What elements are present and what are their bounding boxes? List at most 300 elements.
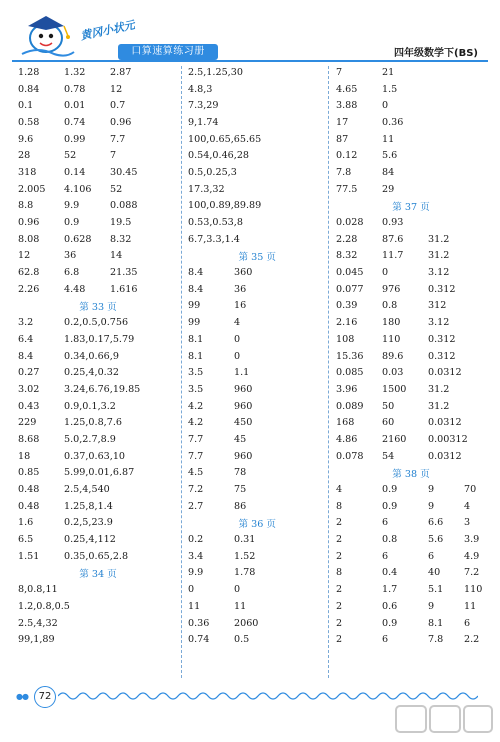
answer-cell: 75 [234, 484, 247, 496]
answer-cell: 18 [18, 450, 31, 462]
answer-cell: 62.8 [18, 267, 40, 279]
answer-cell: 0.6 [382, 600, 398, 612]
answer-row [18, 64, 178, 81]
section-heading-35: 第 35 页 [238, 251, 276, 263]
answer-row [188, 565, 326, 582]
answer-cell: 31.2 [428, 400, 450, 412]
answer-row [18, 481, 178, 498]
answer-row [188, 264, 326, 281]
answer-cell: 108 [336, 333, 355, 345]
answers-column-2 [188, 64, 326, 648]
answer-cell: 1.6 [18, 517, 34, 529]
answer-cell: 31.2 [428, 233, 450, 245]
answer-cell: 6 [464, 617, 471, 629]
answer-cell: 360 [234, 267, 253, 279]
answer-cell: 4 [234, 317, 241, 329]
answer-row [336, 364, 486, 381]
answer-cell: 99 [188, 317, 201, 329]
answer-cell: 5.1 [428, 584, 444, 596]
answer-row [188, 581, 326, 598]
answer-row [18, 348, 178, 365]
answer-row [336, 231, 486, 248]
answer-cell: 14 [110, 250, 123, 262]
answer-cell: 7.3,29 [188, 100, 219, 112]
answer-cell: 6.6 [428, 517, 444, 529]
answer-cell: 2.5,1.25,30 [188, 66, 243, 78]
answer-cell: 2.28 [336, 233, 358, 245]
answer-cell: 0.25,4,0.32 [64, 367, 119, 379]
answer-cell: 318 [18, 166, 37, 178]
answer-cell: 0.5,0.25,3 [188, 166, 237, 178]
answer-cell: 0 [234, 333, 241, 345]
answer-cell: 0.58 [18, 116, 40, 128]
answer-row [188, 448, 326, 465]
answer-cell: 5.0,2.7,8.9 [64, 433, 116, 445]
answer-row [336, 598, 486, 615]
answer-row [336, 64, 486, 81]
answer-cell: 11 [188, 600, 201, 612]
answer-cell: 87.6 [382, 233, 404, 245]
answer-row [18, 515, 178, 532]
answer-cell: 77.5 [336, 183, 358, 195]
answer-row [18, 248, 178, 265]
answer-cell: 1.616 [110, 283, 138, 295]
answer-row [336, 631, 486, 648]
answer-cell: 99 [188, 300, 201, 312]
answer-row [188, 598, 326, 615]
answer-cell: 0 [382, 100, 389, 112]
answer-cell: 0.12 [336, 150, 358, 162]
answer-cell: 960 [234, 450, 253, 462]
answer-cell: 1.28 [18, 66, 40, 78]
answer-cell: 21 [382, 66, 395, 78]
answer-cell: 3.02 [18, 383, 40, 395]
answer-cell: 1.7 [382, 584, 398, 596]
answer-cell: 4.2 [188, 417, 204, 429]
answer-cell: 0.2 [188, 534, 204, 546]
answer-cell: 6.4 [18, 333, 34, 345]
answer-row [336, 314, 486, 331]
page-number: 72 [34, 686, 56, 708]
answer-cell: 0.00312 [428, 433, 468, 445]
answer-cell: 7 [336, 66, 343, 78]
answer-cell: 1.78 [234, 567, 256, 579]
answer-cell: 3.2 [18, 317, 34, 329]
answer-cell: 0.85 [18, 467, 40, 479]
answer-cell: 0.9 [64, 217, 80, 229]
answer-cell: 960 [234, 383, 253, 395]
answer-cell: 8.1 [188, 350, 204, 362]
answer-cell: 0.93 [382, 217, 404, 229]
answer-cell: 2.16 [336, 317, 358, 329]
answer-cell: 4.8,3 [188, 83, 213, 95]
answer-row [188, 465, 326, 482]
column-divider [181, 66, 182, 678]
answer-row [336, 214, 486, 231]
answer-cell: 6 [382, 550, 389, 562]
answer-cell: 1.2,0.8,0.5 [18, 600, 70, 612]
answer-cell: 2 [336, 600, 343, 612]
answer-row [188, 531, 326, 548]
answer-cell: 0.96 [110, 116, 132, 128]
answer-cell: 2.7 [188, 500, 204, 512]
answer-cell: 0.39 [336, 300, 358, 312]
answer-cell: 9.6 [18, 133, 34, 145]
answer-cell: 0.312 [428, 333, 456, 345]
answer-row [18, 114, 178, 131]
answer-row [18, 97, 178, 114]
answer-cell: 0.35,0.65,2.8 [64, 550, 129, 562]
answer-cell: 100,0.89,89.89 [188, 200, 262, 212]
section-heading-34: 第 34 页 [79, 568, 117, 580]
answer-cell: 0 [234, 350, 241, 362]
section-heading-33: 第 33 页 [79, 301, 117, 313]
answer-cell: 5.6 [428, 534, 444, 546]
answer-row [336, 531, 486, 548]
answer-row [336, 581, 486, 598]
answer-row [336, 97, 486, 114]
answer-cell: 2060 [234, 617, 259, 629]
answer-cell: 1.83,0.17,5.79 [64, 333, 135, 345]
answers-column-1 [18, 64, 178, 648]
answer-row [18, 364, 178, 381]
answer-cell: 5.99,0.01,6.87 [64, 467, 135, 479]
answer-cell: 0.2,0.5,0.756 [64, 317, 129, 329]
answer-row [336, 264, 486, 281]
answer-cell: 99,1,89 [18, 634, 55, 646]
answer-cell: 7 [110, 150, 117, 162]
answer-row [336, 565, 486, 582]
answer-cell: 2.2 [464, 634, 480, 646]
answer-row [188, 548, 326, 565]
answer-cell: 3.12 [428, 267, 450, 279]
answer-cell: 12 [110, 83, 123, 95]
answer-row [188, 64, 326, 81]
answer-row [336, 281, 486, 298]
answer-cell: 11.7 [382, 250, 404, 262]
header-divider [12, 60, 488, 62]
mascot-logo [18, 8, 76, 60]
answer-cell: 28 [18, 150, 31, 162]
answer-cell: 17 [336, 116, 349, 128]
answer-cell: 2 [336, 634, 343, 646]
answer-cell: 11 [464, 600, 477, 612]
answer-row [18, 131, 178, 148]
answer-row [18, 81, 178, 98]
answer-cell: 8.68 [18, 433, 40, 445]
answer-cell: 0.36 [382, 116, 404, 128]
answer-cell: 0.36 [188, 617, 210, 629]
answer-row [188, 281, 326, 298]
answer-cell: 9 [428, 600, 435, 612]
answer-row [188, 615, 326, 632]
answer-cell: 8.1 [188, 333, 204, 345]
answer-row [336, 331, 486, 348]
answer-cell: 7.2 [188, 484, 204, 496]
answer-cell: 0.2,5,23.9 [64, 517, 113, 529]
answer-cell: 8.8 [18, 200, 34, 212]
answer-cell: 0.31 [234, 534, 256, 546]
answer-row [188, 381, 326, 398]
answer-cell: 0.7 [110, 100, 126, 112]
answer-cell: 0.34,0.66,9 [64, 350, 119, 362]
answer-cell: 4.106 [64, 183, 92, 195]
answer-row [336, 164, 486, 181]
answer-row [188, 364, 326, 381]
answer-row [18, 448, 178, 465]
answer-cell: 0.37,0.63,10 [64, 450, 126, 462]
decorative-dots: ●● [16, 692, 28, 701]
answer-cell: 3.88 [336, 100, 358, 112]
answer-row [188, 481, 326, 498]
answer-cell: 11 [234, 600, 247, 612]
answer-cell: 110 [382, 333, 401, 345]
answer-cell: 0.088 [110, 200, 138, 212]
answer-cell: 70 [464, 484, 477, 496]
answer-cell: 78 [234, 467, 247, 479]
answer-cell: 4 [336, 484, 343, 496]
answer-cell: 8.08 [18, 233, 40, 245]
answer-cell: 8 [336, 500, 343, 512]
answer-cell: 0.48 [18, 484, 40, 496]
answer-row [188, 164, 326, 181]
answer-cell: 2 [336, 534, 343, 546]
answer-row [18, 615, 178, 632]
answer-row [18, 264, 178, 281]
answer-cell: 8.1 [428, 617, 444, 629]
answer-row [18, 548, 178, 565]
answer-row [18, 465, 178, 482]
answer-cell: 7.7 [188, 433, 204, 445]
answer-cell: 0.0312 [428, 367, 462, 379]
answer-row [188, 398, 326, 415]
answer-row [18, 314, 178, 331]
answer-cell: 0.028 [336, 217, 364, 229]
answer-cell: 0.312 [428, 350, 456, 362]
answer-row [336, 181, 486, 198]
answer-cell: 0 [382, 267, 389, 279]
answer-cell: 1.25,8,1.4 [64, 500, 113, 512]
answer-cell: 9,1.74 [188, 116, 219, 128]
answer-cell: 0.089 [336, 400, 364, 412]
answer-cell: 1.1 [234, 367, 250, 379]
answer-cell: 8.4 [188, 283, 204, 295]
answer-cell: 31.2 [428, 383, 450, 395]
answer-cell: 180 [382, 317, 401, 329]
answer-cell: 45 [234, 433, 247, 445]
answer-cell: 0.9 [382, 484, 398, 496]
answer-cell: 4.86 [336, 433, 358, 445]
answer-cell: 0.48 [18, 500, 40, 512]
answer-row [18, 331, 178, 348]
answer-row [18, 581, 178, 598]
answer-cell: 3.5 [188, 367, 204, 379]
answer-cell: 87 [336, 133, 349, 145]
answer-cell: 7.2 [464, 567, 480, 579]
answer-cell: 40 [428, 567, 441, 579]
answer-cell: 0 [234, 584, 241, 596]
answer-cell: 0.9,0.1,3.2 [64, 400, 116, 412]
answer-row [188, 214, 326, 231]
answer-cell: 0.53,0.53,8 [188, 217, 243, 229]
answers-column-3 [336, 64, 486, 648]
answer-row [336, 147, 486, 164]
answer-cell: 100,0.65,65.65 [188, 133, 262, 145]
section-heading-37: 第 37 页 [392, 201, 430, 213]
answer-cell: 8,0.8,11 [18, 584, 58, 596]
answer-cell: 6.8 [64, 267, 80, 279]
answer-row [336, 431, 486, 448]
answer-cell: 21.35 [110, 267, 138, 279]
answer-cell: 1.25,0.8,7.6 [64, 417, 122, 429]
answer-cell: 0.99 [64, 133, 86, 145]
answer-row [18, 498, 178, 515]
answer-cell: 4.9 [464, 550, 480, 562]
answer-row [18, 431, 178, 448]
answer-cell: 0.9 [382, 617, 398, 629]
answer-cell: 0.54,0.46,28 [188, 150, 250, 162]
answer-cell: 0.0312 [428, 450, 462, 462]
answer-row [188, 298, 326, 315]
answer-cell: 2.87 [110, 66, 132, 78]
answer-row [18, 414, 178, 431]
answer-cell: 1500 [382, 383, 407, 395]
answer-cell: 60 [382, 417, 395, 429]
answer-cell: 0.01 [64, 100, 86, 112]
answer-row [188, 314, 326, 331]
answer-cell: 7.8 [336, 166, 352, 178]
answer-cell: 0.74 [188, 634, 210, 646]
answer-cell: 50 [382, 400, 395, 412]
answer-cell: 0.078 [336, 450, 364, 462]
answer-row [188, 431, 326, 448]
answer-cell: 0.085 [336, 367, 364, 379]
answer-cell: 0.077 [336, 283, 364, 295]
answer-cell: 6.5 [18, 534, 34, 546]
answer-row [188, 631, 326, 648]
answer-cell: 450 [234, 417, 253, 429]
answer-cell: 3.96 [336, 383, 358, 395]
answer-cell: 1.52 [234, 550, 256, 562]
answer-cell: 31.2 [428, 250, 450, 262]
answer-cell: 6 [382, 634, 389, 646]
answer-cell: 168 [336, 417, 355, 429]
answer-row [188, 181, 326, 198]
answer-row [18, 147, 178, 164]
answer-cell: 36 [234, 283, 247, 295]
answer-row [188, 498, 326, 515]
answer-cell: 54 [382, 450, 395, 462]
answer-cell: 2 [336, 617, 343, 629]
answer-row [336, 248, 486, 265]
answer-cell: 3.24,6.76,19.85 [64, 383, 141, 395]
answer-cell: 1.51 [18, 550, 40, 562]
answer-cell: 0.14 [64, 166, 86, 178]
answer-cell: 2 [336, 517, 343, 529]
answer-cell: 2 [336, 550, 343, 562]
answer-cell: 2.5,4,540 [64, 484, 110, 496]
answer-cell: 0.96 [18, 217, 40, 229]
section-heading-36: 第 36 页 [238, 518, 276, 530]
answer-row [336, 81, 486, 98]
answer-row [336, 381, 486, 398]
answer-cell: 0.27 [18, 367, 40, 379]
answer-row [18, 181, 178, 198]
answer-cell: 4.5 [188, 467, 204, 479]
answer-row [188, 81, 326, 98]
answer-cell: 8.4 [188, 267, 204, 279]
answer-cell: 229 [18, 417, 37, 429]
answer-row [336, 114, 486, 131]
answer-cell: 0.43 [18, 400, 40, 412]
answer-row [188, 348, 326, 365]
answer-cell: 110 [464, 584, 483, 596]
answer-cell: 9 [428, 484, 435, 496]
answer-cell: 19.5 [110, 217, 132, 229]
answer-cell: 2.26 [18, 283, 40, 295]
answer-cell: 4.2 [188, 400, 204, 412]
answer-cell: 3.9 [464, 534, 480, 546]
answer-cell: 312 [428, 300, 447, 312]
page-footer [0, 680, 500, 740]
grade-label: 四年级数学下(BS) [394, 48, 478, 59]
answer-cell: 6 [382, 517, 389, 529]
section-heading-38: 第 38 页 [392, 468, 430, 480]
answer-cell: 0.0312 [428, 417, 462, 429]
answer-row [188, 331, 326, 348]
answer-cell: 0.74 [64, 116, 86, 128]
answer-cell: 12 [18, 250, 31, 262]
answer-cell: 4.48 [64, 283, 86, 295]
answer-row [336, 131, 486, 148]
answer-cell: 3 [464, 517, 471, 529]
answer-cell: 0 [188, 584, 195, 596]
answer-cell: 3.12 [428, 317, 450, 329]
answer-row [18, 631, 178, 648]
answer-cell: 7.7 [110, 133, 126, 145]
answer-cell: 0.84 [18, 83, 40, 95]
answer-row [336, 398, 486, 415]
answer-row [18, 598, 178, 615]
answer-row [18, 198, 178, 215]
answer-cell: 0.628 [64, 233, 92, 245]
answer-cell: 0.78 [64, 83, 86, 95]
answer-row [188, 131, 326, 148]
answer-cell: 2.5,4,32 [18, 617, 58, 629]
answer-cell: 6.7,3.3,1.4 [188, 233, 240, 245]
answer-cell: 9 [428, 500, 435, 512]
answer-cell: 7.7 [188, 450, 204, 462]
answer-row [188, 231, 326, 248]
answer-cell: 4 [464, 500, 471, 512]
answer-cell: 7.8 [428, 634, 444, 646]
answer-row [188, 198, 326, 215]
answer-cell: 9.9 [188, 567, 204, 579]
answer-row [18, 398, 178, 415]
answer-cell: 6 [428, 550, 435, 562]
answer-row [188, 147, 326, 164]
answer-cell: 4.65 [336, 83, 358, 95]
answer-cell: 17.3,32 [188, 183, 225, 195]
answer-row [336, 298, 486, 315]
answer-cell: 16 [234, 300, 247, 312]
answer-cell: 30.45 [110, 166, 138, 178]
answer-cell: 3.4 [188, 550, 204, 562]
answer-cell: 0.9 [382, 500, 398, 512]
answer-cell: 2 [336, 584, 343, 596]
answer-cell: 5.6 [382, 150, 398, 162]
answer-cell: 976 [382, 283, 401, 295]
